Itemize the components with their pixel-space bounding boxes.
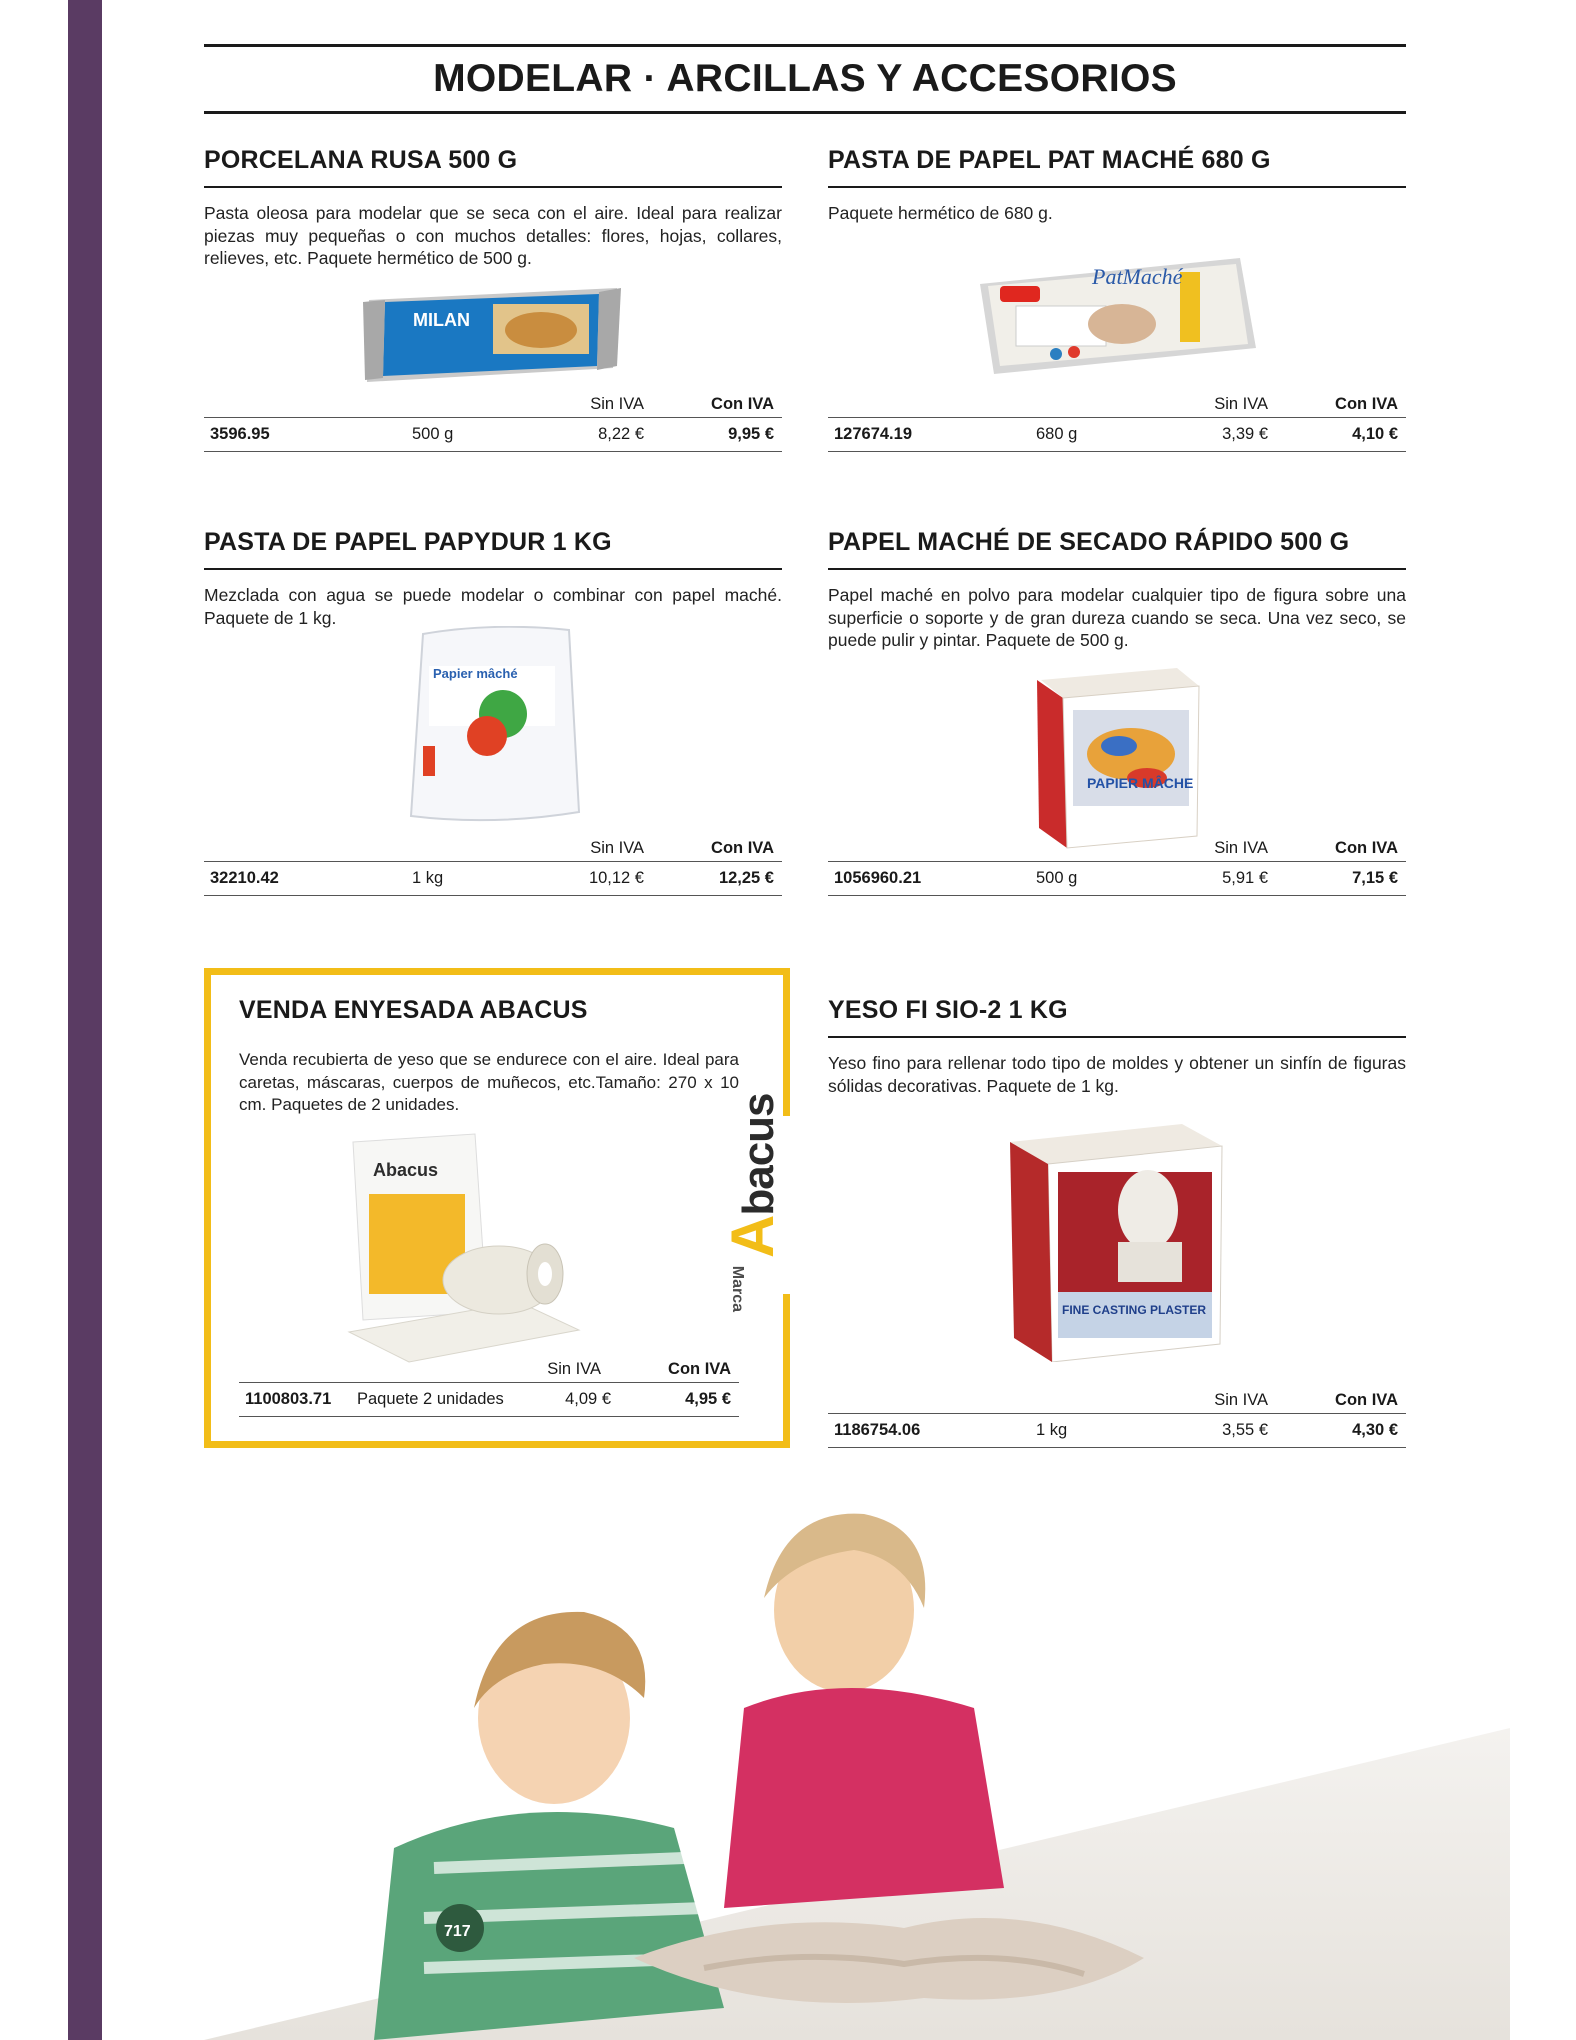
price-sin-iva: 5,91 € [1222, 869, 1268, 887]
children-playing-photo [204, 1488, 1510, 2040]
price-row [828, 862, 1406, 896]
price-header [828, 391, 1406, 418]
con-iva-label: Con IVA [1335, 839, 1398, 857]
product-description: Mezclada con agua se puede modelar o combinar con papel maché. Paquete de 1 kg. [204, 585, 782, 628]
product-papydur [204, 528, 782, 904]
product-pat-mache [828, 146, 1406, 460]
price-header [828, 835, 1406, 862]
product-code: 1056960.21 [834, 869, 922, 887]
sin-iva-label: Sin IVA [590, 395, 644, 413]
package-brand-label: FINE CASTING PLASTER [1062, 1303, 1207, 1317]
price-con-iva: 4,30 € [1352, 1421, 1398, 1439]
sin-iva-label: Sin IVA [1214, 395, 1268, 413]
porcelana-package-image [363, 282, 623, 394]
sin-iva-label: Sin IVA [1214, 839, 1268, 857]
price-sin-iva: 3,39 € [1222, 425, 1268, 443]
product-yeso-fisio [828, 996, 1406, 1456]
price-table [828, 1387, 1406, 1448]
price-table [204, 835, 782, 896]
product-title: PAPEL MACHÉ DE SECADO RÁPIDO 500 G [828, 528, 1406, 570]
product-code: 1186754.06 [834, 1421, 921, 1439]
papel-mache-box-image [1027, 662, 1207, 852]
package-brand-label: PatMaché [1092, 264, 1183, 289]
price-row [204, 418, 782, 452]
product-quantity: 500 g [412, 425, 454, 443]
product-code: 1100803.71 [245, 1390, 332, 1408]
product-title: PORCELANA RUSA 500 G [204, 146, 782, 188]
sin-iva-label: Sin IVA [590, 839, 644, 857]
product-title: VENDA ENYESADA ABACUS [239, 996, 588, 1024]
product-description: Paquete hermético de 680 g. [828, 203, 1053, 223]
price-sin-iva: 3,55 € [1222, 1421, 1268, 1439]
product-quantity: Paquete 2 unidades [357, 1390, 504, 1408]
price-sin-iva: 10,12 € [588, 869, 644, 887]
price-row [204, 862, 782, 896]
venda-package-image [339, 1130, 599, 1370]
abacus-brand-mark [719, 1093, 786, 1312]
product-quantity: 1 kg [1036, 1421, 1068, 1439]
product-code: 3596.95 [210, 425, 270, 443]
package-brand-label: Papier mâché [433, 666, 518, 681]
price-header [204, 835, 782, 862]
price-con-iva: 4,10 € [1352, 425, 1398, 443]
product-title: PASTA DE PAPEL PAPYDUR 1 KG [204, 528, 782, 570]
brand-a-letter: A [719, 1215, 786, 1258]
price-sin-iva: 8,22 € [598, 425, 644, 443]
product-papel-mache-rapido [828, 528, 1406, 904]
con-iva-label: Con IVA [1335, 1391, 1398, 1409]
price-table [239, 1356, 739, 1417]
package-brand-label: Abacus [373, 1160, 439, 1180]
product-title: PASTA DE PAPEL PAT MACHÉ 680 G [828, 146, 1406, 188]
package-brand-label: PAPIER MÂCHE [1087, 775, 1194, 791]
product-porcelana-rusa [204, 146, 782, 460]
price-con-iva: 7,15 € [1352, 869, 1398, 887]
product-description: Pasta oleosa para modelar que se seca con el aire. Ideal para realizar piezas muy pequeñas o con muchos detalles: flores, hojas, collares, relieves, etc. Paquete hermético de 500 g. [204, 203, 782, 268]
price-header [828, 1387, 1406, 1414]
page-header [204, 44, 1406, 114]
product-title: YESO FI SIO-2 1 KG [828, 996, 1406, 1038]
product-quantity: 500 g [1036, 869, 1078, 887]
price-row [828, 1414, 1406, 1448]
price-table [204, 391, 782, 452]
pat-mache-package-image [972, 244, 1262, 382]
price-table [828, 391, 1406, 452]
product-quantity: 1 kg [412, 869, 444, 887]
sin-iva-label: Sin IVA [547, 1360, 601, 1378]
price-header [204, 391, 782, 418]
product-code: 127674.19 [834, 425, 912, 443]
brand-abacus-rest: bacus [734, 1093, 783, 1216]
side-color-bar [68, 0, 102, 2040]
brand-marca-label: Marca [729, 1265, 746, 1312]
product-code: 32210.42 [210, 869, 279, 887]
papydur-bag-image [403, 626, 583, 826]
con-iva-label: Con IVA [711, 395, 774, 413]
price-con-iva: 9,95 € [728, 425, 774, 443]
product-quantity: 680 g [1036, 425, 1078, 443]
price-sin-iva: 4,09 € [565, 1390, 611, 1408]
price-header [239, 1356, 739, 1383]
product-venda-enyesada [239, 996, 739, 1426]
price-con-iva: 4,95 € [685, 1390, 731, 1408]
brand-abacus-word [718, 1093, 787, 1258]
price-row [239, 1383, 739, 1417]
con-iva-label: Con IVA [668, 1360, 731, 1378]
product-description: Venda recubierta de yeso que se endurece con el aire. Ideal para caretas, máscaras, cuerpos de muñecos, etc.Tamaño: 270 x 10 cm. Paquetes de 2 unidades. [239, 1050, 739, 1114]
product-description: Papel maché en polvo para modelar cualquier tipo de figura sobre una superficie o soporte y de gran dureza cuando se seca. Una vez seco, se puede pulir y pintar. Paquete de 500 g. [828, 585, 1406, 650]
price-con-iva: 12,25 € [718, 869, 774, 887]
package-brand-label: MILAN [413, 310, 470, 330]
page-title: MODELAR · ARCILLAS Y ACCESORIOS [433, 57, 1177, 100]
product-description: Yeso fino para rellenar todo tipo de moldes y obtener un sinfín de figuras sólidas decorativas. Paquete de 1 kg. [828, 1053, 1406, 1096]
con-iva-label: Con IVA [711, 839, 774, 857]
yeso-box-image [1002, 1112, 1232, 1362]
jacket-badge-number: 717 [444, 1923, 471, 1940]
price-table [828, 835, 1406, 896]
price-row [828, 418, 1406, 452]
con-iva-label: Con IVA [1335, 395, 1398, 413]
sin-iva-label: Sin IVA [1214, 1391, 1268, 1409]
